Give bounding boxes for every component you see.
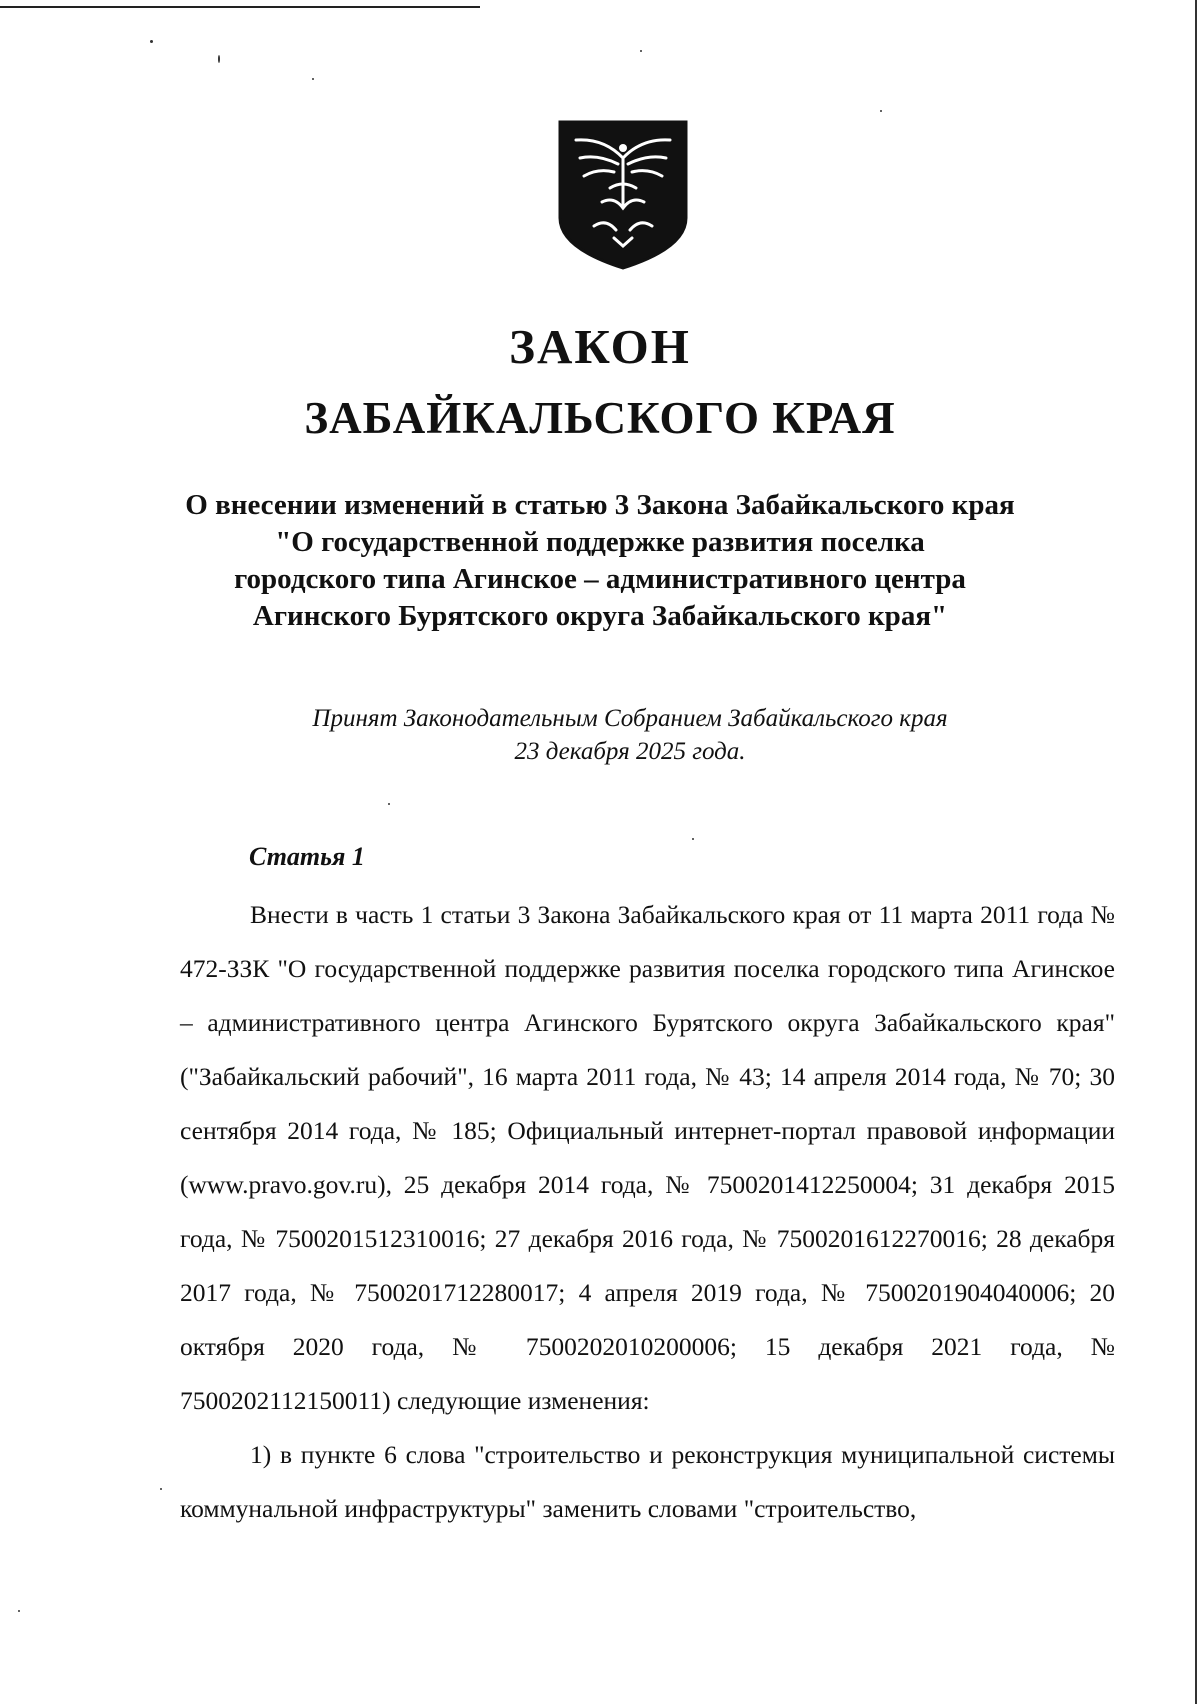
scan-border-right (1195, 0, 1197, 1704)
scan-speck (692, 838, 694, 840)
scan-speck (880, 110, 882, 112)
article-heading: Статья 1 (249, 842, 365, 871)
scan-speck (640, 50, 642, 52)
law-subject (130, 487, 1070, 635)
scan-speck (218, 55, 220, 63)
subject-line: О внесении изменений в статью 3 Закона Забайкальского края (185, 489, 1015, 521)
coat-of-arms-icon (554, 118, 692, 270)
subject-line: Агинского Бурятского округа Забайкальского края" (252, 600, 948, 632)
scan-speck (150, 40, 153, 43)
scan-speck (160, 1488, 162, 1490)
article-paragraph: Внести в часть 1 статьи 3 Закона Забайкальского края от 11 марта 2011 года № 472-ЗЗК "О государственной поддержке развития поселка городского типа Агинское – административного центра Агинского Бурятского округа Забайкальского края" ("Забайкальский рабочий", 16 марта 2011 года, № 43; 14 апреля 2014 года, № 70; 30 сентября 2014 года, № 185; Официальный интернет-портал правовой информации (www.pravo.gov.ru), 25 декабря 2014 года, № 7500201412250004; 31 декабря 2015 года, № 7500201512310016; 27 декабря 2016 года, № 7500201612270016; 28 декабря 2017 года, № 7500201712280017; 4 апреля 2019 года, № 7500201904040006; 20 октября 2020 года, № 7500202010200006; 15 декабря 2021 года, № 7500202112150011) следующие изменения: (180, 900, 1115, 1415)
scan-speck (312, 78, 314, 80)
law-title: ЗАКОН (509, 319, 691, 374)
subject-line: городского типа Агинское – административного центра (234, 563, 966, 595)
scan-speck (18, 1610, 20, 1612)
scan-speck (388, 803, 390, 805)
article-body (180, 888, 1115, 1536)
adoption-line: Принят Законодательным Собранием Забайкальского края (312, 705, 948, 732)
subject-line: "О государственной поддержке развития поселка (275, 526, 925, 558)
adoption-date: 23 декабря 2025 года. (514, 738, 746, 765)
article-paragraph: 1) в пункте 6 слова "строительство и реконструкция муниципальной системы коммунальной инфраструктуры" заменить словами "строительство, (180, 1440, 1115, 1523)
adoption-note (250, 702, 1010, 768)
law-region: ЗАБАЙКАЛЬСКОГО КРАЯ (304, 393, 896, 443)
scan-border-top (0, 6, 480, 8)
